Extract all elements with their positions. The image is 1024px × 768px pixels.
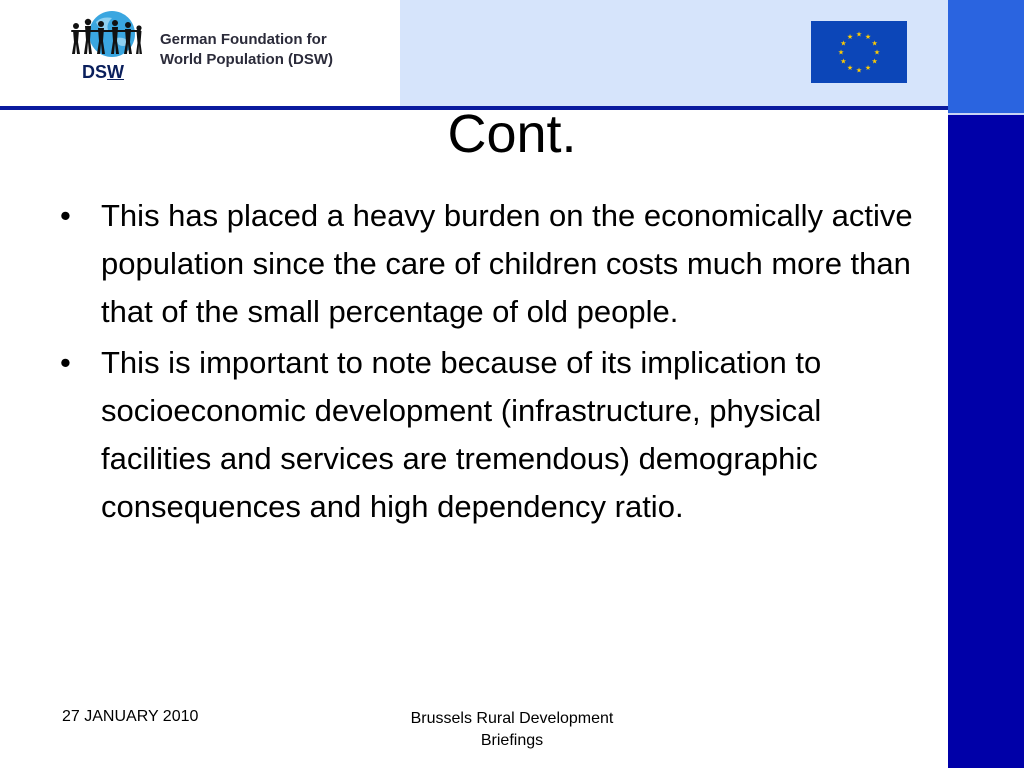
slide-title: Cont. [447, 104, 577, 164]
eu-star-icon: ★ [840, 58, 847, 66]
eu-star-icon: ★ [871, 40, 878, 48]
organization-name-line2: World Population (DSW) [160, 51, 334, 68]
eu-star-icon: ★ [855, 31, 863, 39]
bullet-marker: • [60, 345, 71, 380]
organization-name [160, 30, 333, 70]
eu-star-icon: ★ [864, 33, 872, 41]
side-accent-bar [948, 115, 1024, 768]
eu-star-icon: ★ [855, 67, 863, 75]
bullet-item [60, 192, 940, 336]
eu-star-icon: ★ [864, 65, 872, 73]
eu-flag-icon [811, 21, 907, 83]
dsw-logo-wordmark [82, 62, 124, 83]
eu-star-icon: ★ [837, 49, 845, 57]
footer-date: 27 JANUARY 2010 [62, 708, 199, 725]
eu-star-icon: ★ [840, 40, 847, 48]
footer-event-line2: Briefings [480, 732, 544, 749]
eu-star-icon: ★ [871, 58, 878, 66]
bullet-text: This is important to note because of its implication to socioeconomic development (infrastructure, physical facilities and services are tremendous) demographic consequences and high dependency ratio. [101, 345, 822, 524]
eu-star-icon: ★ [846, 33, 854, 41]
bullet-text: This has placed a heavy burden on the economically active population since the care of children costs much more than that of the small percentage of old people. [101, 198, 913, 329]
organization-name-line1: German Foundation for [160, 31, 327, 48]
footer-event [372, 708, 652, 752]
eu-star-icon: ★ [846, 65, 854, 73]
footer-event-line1: Brussels Rural Development [410, 710, 614, 727]
side-accent-block [948, 0, 1024, 115]
dsw-logo-icon [68, 8, 144, 66]
logo-abbrev-prefix: DS [82, 62, 108, 82]
bullet-item [60, 339, 940, 531]
bullet-list [60, 192, 940, 534]
eu-star-icon: ★ [873, 49, 881, 57]
logo-abbrev-suffix: W [107, 62, 125, 82]
bullet-marker: • [60, 198, 71, 233]
